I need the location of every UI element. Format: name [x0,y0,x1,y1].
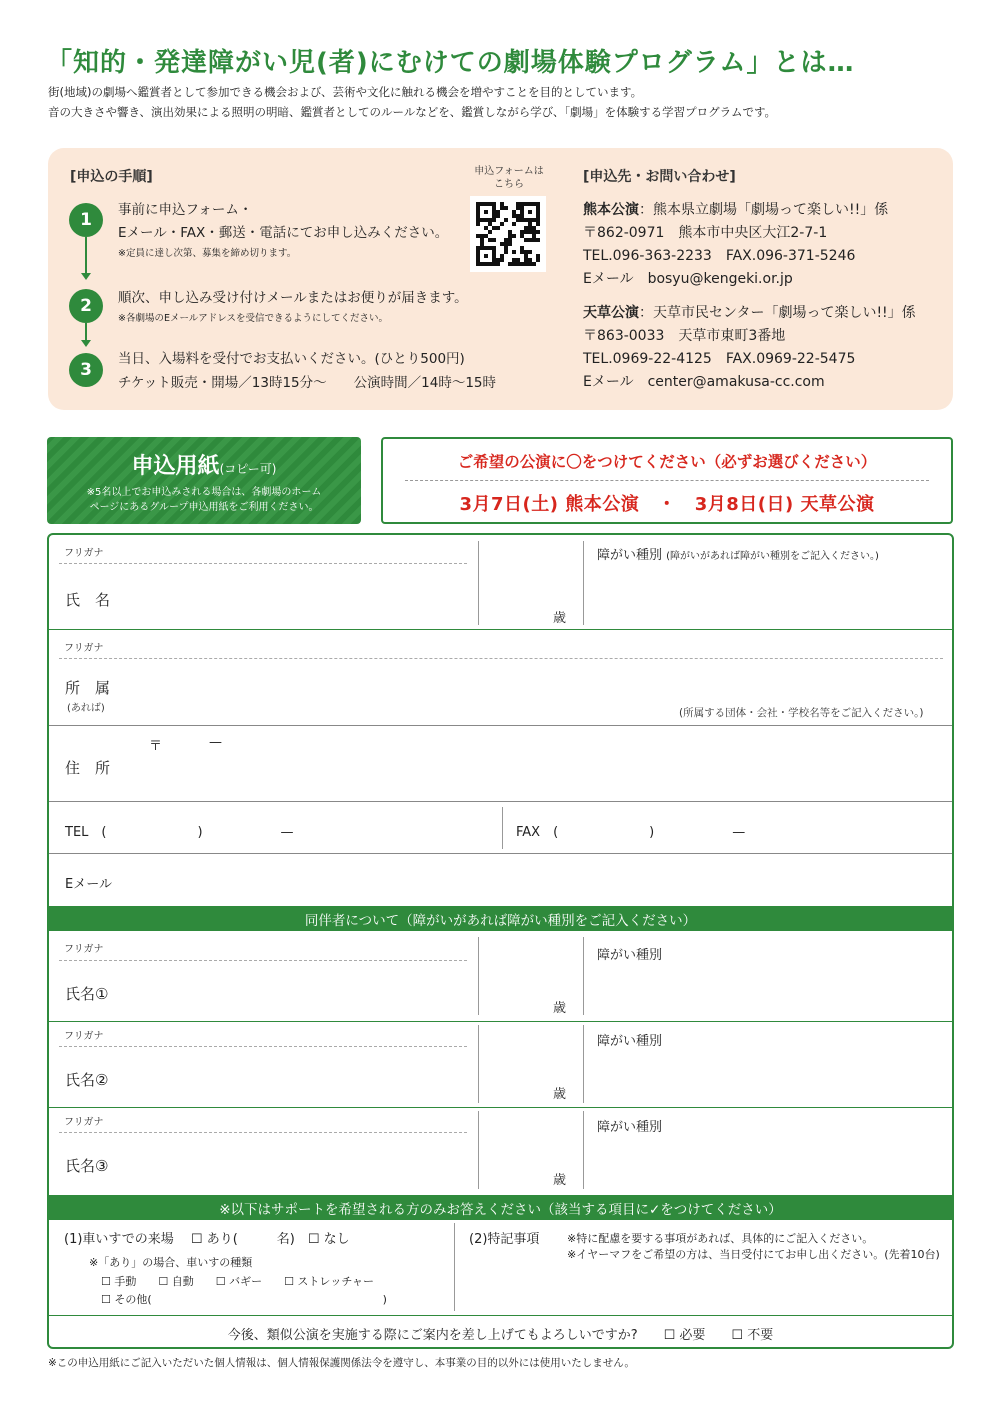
companion-1-disability: 障がい種別 [597,948,663,963]
page-title: 「知的・発達障がい児(者)にむけての劇場体験プログラム」とは… [46,48,855,78]
step-arrow-1 [81,273,91,280]
age-unit: 歳 [553,1087,567,1102]
step-2-note: ※各劇場のEメールアドレスを受信できるようにしてください。 [118,313,388,324]
address-label: 住 所 [65,759,111,777]
step-1-note: ※定員に達し次第、募集を締め切ります。 [118,248,297,259]
furigana-line [59,960,467,961]
qr-code-pattern [476,202,540,266]
companion-3-disability: 障がい種別 [597,1120,663,1135]
furigana-line [59,658,943,659]
contacts-heading: [申込先・お問い合わせ] [583,169,736,185]
divider [502,807,503,849]
choice-divider [405,480,929,481]
wheelchair-field[interactable]: (1)車いすでの来場 ☐ あり( 名) ☐ なし [64,1232,350,1247]
step-3-number: 3 [69,353,103,387]
procedure-heading: [申込の手順] [70,169,153,185]
age-unit: 歳 [553,1001,567,1016]
age-unit: 歳 [553,1173,567,1188]
kumamoto-address: 〒862-0971 熊本市中央区大江2-7-1 [583,225,828,241]
step-connector-2 [85,323,87,340]
affiliation-sub: (あれば) [67,703,105,714]
choice-instruction: ご希望の公演に〇をつけてください（必ずお選びください） [457,453,877,471]
divider [478,1025,479,1103]
fax-field[interactable]: FAX ( ) — [516,825,746,840]
email-field[interactable]: Eメール [65,877,112,892]
wheelchair-note: ※「あり」の場合、車いすの種類 [89,1256,253,1269]
amakusa-phone: TEL.0969-22-4125 FAX.0969-22-5475 [583,351,856,367]
furigana-label: フリガナ [64,643,104,654]
amakusa-name: 天草公演：天草市民センター「劇場って楽しい!!」係 [583,305,916,321]
furigana-line [59,563,467,564]
disability-label: 障がい種別 (障がいがあれば障がい種別をご記入ください。) [597,548,879,563]
name-label: 氏 名 [65,591,111,609]
furigana-line [59,1046,467,1047]
step-1-line-1: 事前に申込フォーム・ [118,202,253,218]
step-1-line-2: Eメール・FAX・郵送・電話にてお申し込みください。 [118,225,449,241]
application-form [47,533,954,1349]
row-line [49,725,952,726]
postal-dash: — [209,735,222,750]
step-1-number: 1 [69,203,103,237]
companion-2-label: 氏名② [65,1071,109,1089]
row-line [49,1107,952,1108]
divider [583,1025,584,1103]
row-line [49,1021,952,1022]
step-connector-1 [85,237,87,273]
performance-options[interactable]: 3月7日(土) 熊本公演 ・ 3月8日(日) 天草公演 [459,494,875,515]
companion-band: 同伴者について（障がいがあれば障がい種別をご記入ください） [49,906,952,931]
support-band: ※以下はサポートを希望される方のみお答えください（該当する項目に✓をつけてください） [49,1195,952,1220]
affiliation-hint: (所属する団体・会社・学校名等をご記入ください。) [679,707,924,719]
step-2-number: 2 [69,289,103,323]
special-label: (2)特記事項 [469,1232,540,1247]
performance-choice [381,437,953,524]
application-tag [47,437,361,524]
intro-line-2: 音の大きさや響き、演出効果による照明の明暗、鑑賞者としてのルールなどを、鑑賞しながら学び、「劇場」を体験する学習プログラムです。 [48,105,777,119]
affiliation-label: 所 属 [65,679,111,697]
application-note: ※5名以上でお申込みされる場合は、各劇場のホーム ページにあるグループ申込用紙をご利用ください。 [86,487,322,513]
future-guidance[interactable]: 今後、類似公演を実施する際にご案内を差し上げてもよろしいですか? ☐ 必要 ☐ 不要 [227,1328,774,1343]
furigana-label: フリガナ [64,944,104,955]
companion-3-label: 氏名③ [65,1157,109,1175]
companion-1-label: 氏名① [65,985,109,1003]
special-note-1: ※特に配慮を要する事項があれば、具体的にご記入ください。 [567,1232,874,1245]
kumamoto-name: 熊本公演：熊本県立劇場「劇場って楽しい!!」係 [583,202,889,218]
divider [454,1223,455,1311]
tel-field[interactable]: TEL ( ) — [65,825,294,840]
furigana-label: フリガナ [64,548,104,559]
kumamoto-email[interactable]: Eメール bosyu@kengeki.or.jp [583,271,793,287]
wheelchair-types[interactable]: ☐ 手動 ☐ 自動 ☐ バギー ☐ ストレッチャー [101,1275,374,1288]
divider [478,1111,479,1189]
row-line [49,1315,952,1316]
step-3-line-1: 当日、入場料を受付でお支払いください。(ひとり500円) [118,351,465,367]
divider [478,937,479,1015]
age-unit: 歳 [553,611,567,626]
privacy-note: ※この申込用紙にご記入いただいた個人情報は、個人情報保護関係法令を遵守し、本事業の目的以外には使用いたしません。 [48,1357,635,1369]
companion-2-disability: 障がい種別 [597,1034,663,1049]
divider [583,937,584,1015]
amakusa-address: 〒863-0033 天草市東町3番地 [583,328,786,344]
step-2-line-1: 順次、申し込み受け付けメールまたはお便りが届きます。 [118,290,468,306]
amakusa-email[interactable]: Eメール center@amakusa-cc.com [583,374,825,390]
application-title: 申込用紙(コピー可) [131,454,277,479]
furigana-label: フリガナ [64,1117,104,1128]
step-3-line-2: チケット販売・開場／13時15分〜 公演時間／14時〜15時 [118,375,496,391]
special-note-2: ※イヤーマフをご希望の方は、当日受付にてお申し出ください。(先着10台) [567,1248,940,1261]
divider [478,541,479,625]
row-line [49,853,952,854]
furigana-label: フリガナ [64,1031,104,1042]
qr-code[interactable] [470,196,546,272]
wheelchair-other[interactable]: ☐ その他( ) [101,1293,387,1306]
divider [583,1111,584,1189]
row-line [49,629,952,630]
divider [583,541,584,625]
furigana-line [59,1132,467,1133]
postal-mark: 〒 [149,739,163,754]
row-line [49,801,952,802]
intro-line-1: 街(地域)の劇場へ鑑賞者として参加できる機会および、芸術や文化に触れる機会を増やすことを目的としています。 [48,85,643,99]
qr-caption: 申込フォームは こちら [474,166,544,190]
kumamoto-phone: TEL.096-363-2233 FAX.096-371-5246 [583,248,856,264]
step-arrow-2 [81,340,91,347]
info-box [48,148,953,410]
